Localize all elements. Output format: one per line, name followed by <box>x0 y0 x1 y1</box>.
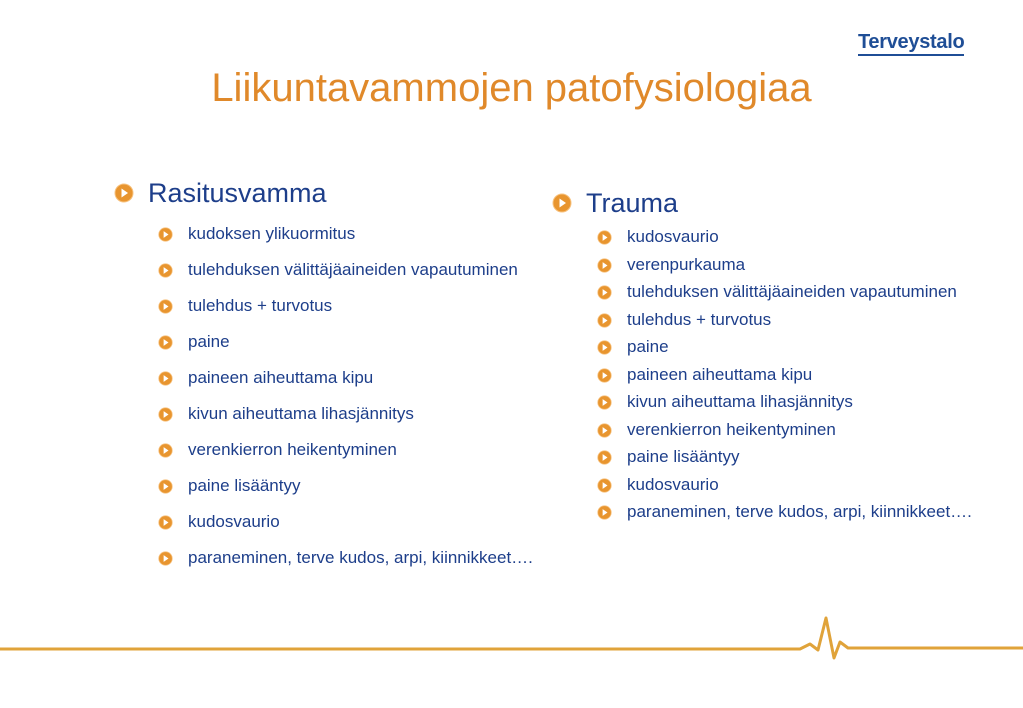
left-heading-text: Rasitusvamma <box>148 178 327 208</box>
play-bullet-icon <box>158 515 173 530</box>
list-item <box>597 446 972 468</box>
list-item <box>597 336 972 358</box>
play-bullet-icon <box>597 395 612 410</box>
play-bullet-icon <box>597 258 612 273</box>
rasitusvamma-column <box>114 176 534 578</box>
list-item-text: tulehdus + turvotus <box>188 296 333 315</box>
list-item <box>158 542 534 573</box>
play-bullet-icon <box>597 423 612 438</box>
list-item <box>597 501 972 523</box>
heartbeat-line-icon <box>0 600 1023 670</box>
list-item <box>597 281 972 303</box>
terveystalo-logo: Terveystalo <box>858 31 964 56</box>
list-item <box>597 309 972 331</box>
list-item-text: paraneminen, terve kudos, arpi, kiinnikkeet…. <box>188 548 533 567</box>
list-item <box>597 419 972 441</box>
play-bullet-icon <box>158 443 173 458</box>
list-item-text: kivun aiheuttama lihasjännitys <box>188 404 414 423</box>
list-item <box>158 218 534 249</box>
play-bullet-icon <box>114 183 134 203</box>
list-item-text: paine <box>188 332 230 351</box>
play-bullet-icon <box>597 313 612 328</box>
play-bullet-icon <box>158 335 173 350</box>
list-item <box>158 326 534 357</box>
list-item-text: kudosvaurio <box>627 227 719 246</box>
list-item <box>597 391 972 413</box>
play-bullet-icon <box>597 505 612 520</box>
list-item-text: paineen aiheuttama kipu <box>627 364 813 384</box>
list-item <box>158 290 534 321</box>
left-list <box>158 218 534 573</box>
list-item <box>597 226 972 248</box>
play-bullet-icon <box>552 193 572 213</box>
play-bullet-icon <box>158 551 173 566</box>
right-heading <box>552 186 972 220</box>
right-list <box>597 226 972 523</box>
list-item-text: tulehduksen välittäjäaineiden vapautuminen <box>627 282 957 301</box>
list-item <box>158 398 534 429</box>
list-item <box>158 506 534 537</box>
right-heading-text: Trauma <box>586 188 679 218</box>
list-item-text: verenkierron heikentyminen <box>627 419 836 439</box>
list-item-text: paine lisääntyy <box>188 476 301 495</box>
play-bullet-icon <box>597 450 612 465</box>
play-bullet-icon <box>158 479 173 494</box>
list-item-text: tulehdus + turvotus <box>627 309 772 329</box>
list-item <box>158 362 534 393</box>
list-item <box>597 364 972 386</box>
play-bullet-icon <box>597 478 612 493</box>
list-item-text: paine lisääntyy <box>627 447 740 466</box>
list-item-text: kudoksen ylikuormitus <box>188 224 356 243</box>
play-bullet-icon <box>158 227 173 242</box>
play-bullet-icon <box>597 368 612 383</box>
play-bullet-icon <box>158 407 173 422</box>
slide-title: Liikuntavammojen patofysiologiaa <box>211 66 812 110</box>
play-bullet-icon <box>597 230 612 245</box>
list-item-text: kivun aiheuttama lihasjännitys <box>627 392 853 411</box>
list-item-text: kudosvaurio <box>627 474 719 494</box>
play-bullet-icon <box>597 285 612 300</box>
list-item-text: verenpurkauma <box>627 254 746 274</box>
list-item <box>158 470 534 501</box>
play-bullet-icon <box>158 263 173 278</box>
trauma-column <box>552 186 972 529</box>
play-bullet-icon <box>158 371 173 386</box>
play-bullet-icon <box>158 299 173 314</box>
list-item <box>597 474 972 496</box>
play-bullet-icon <box>597 340 612 355</box>
list-item-text: tulehduksen välittäjäaineiden vapautuminen <box>188 260 518 279</box>
list-item-text: kudosvaurio <box>188 512 280 531</box>
left-heading <box>114 176 534 210</box>
list-item <box>158 434 534 465</box>
list-item-text: paine <box>627 337 669 356</box>
list-item <box>597 254 972 276</box>
list-item-text: verenkierron heikentyminen <box>188 440 397 459</box>
list-item-text: paraneminen, terve kudos, arpi, kiinnikkeet…. <box>627 502 972 521</box>
list-item <box>158 254 534 285</box>
list-item-text: paineen aiheuttama kipu <box>188 368 374 387</box>
